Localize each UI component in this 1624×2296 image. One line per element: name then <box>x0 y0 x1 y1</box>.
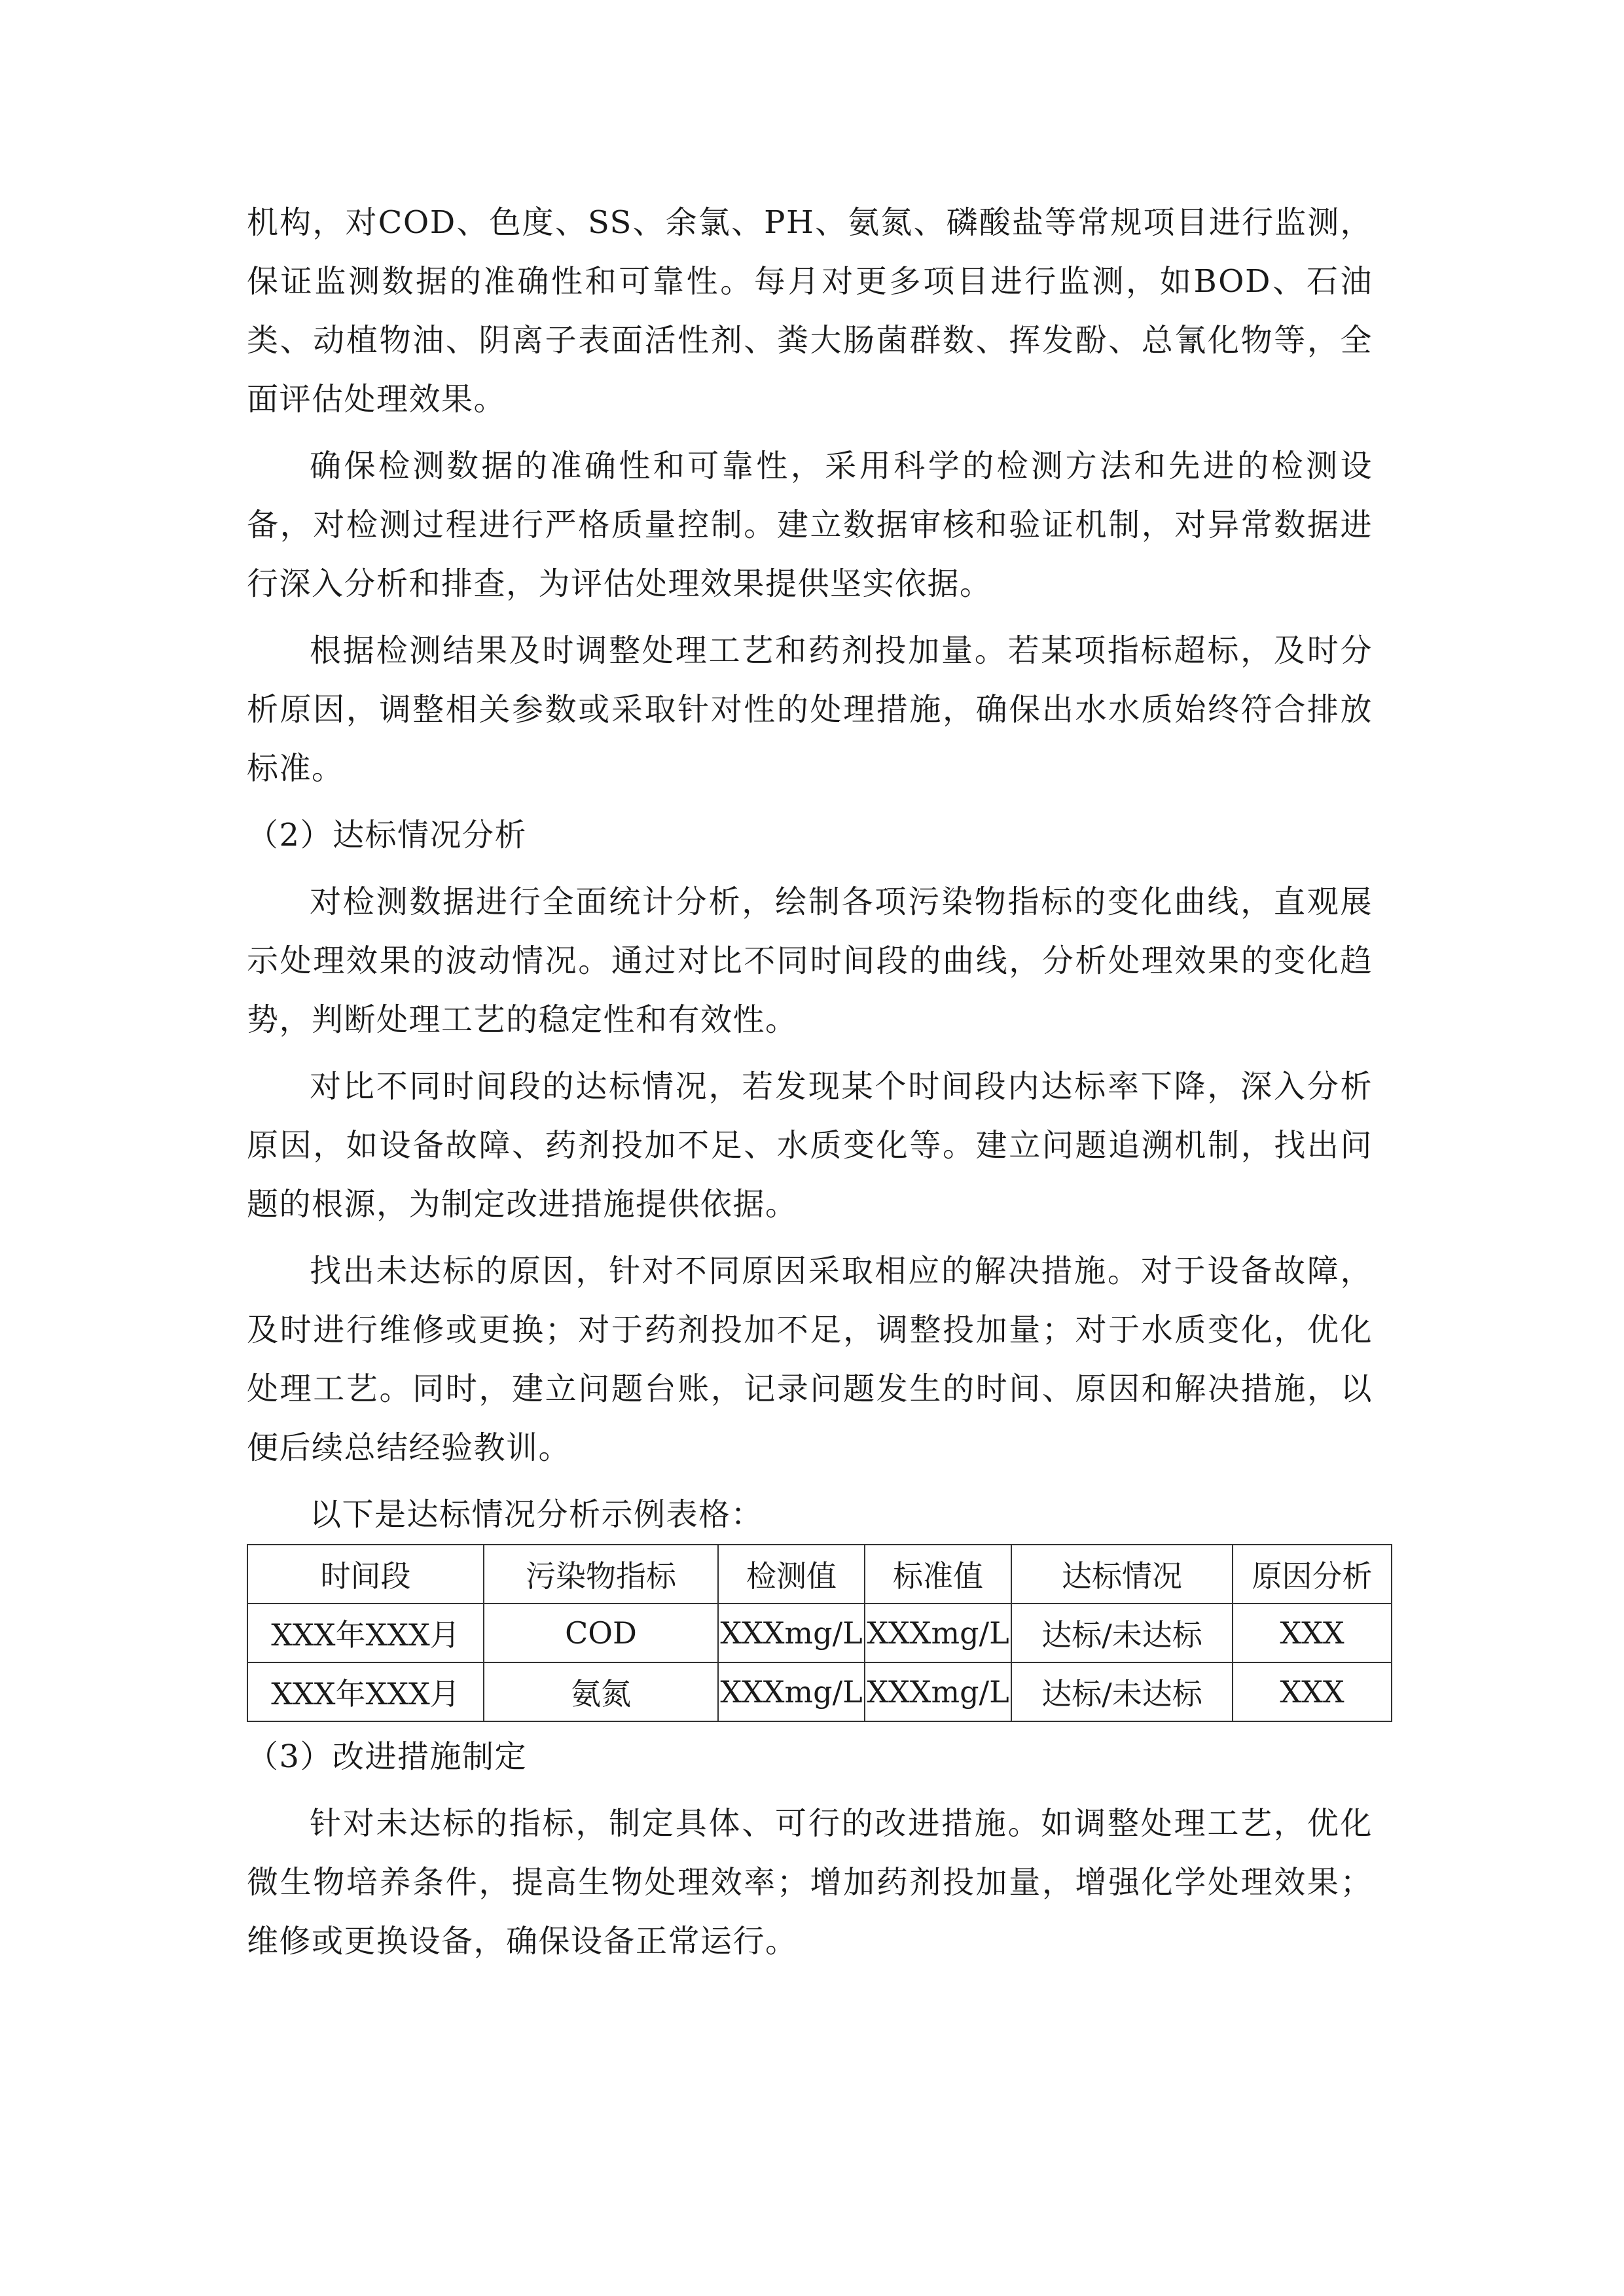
cell-measured: XXXmg/L <box>718 1604 865 1662</box>
header-measured-value: 检测值 <box>718 1545 865 1604</box>
section-2-heading: （2）达标情况分析 <box>247 817 528 853</box>
paragraph-data-accuracy: 确保检测数据的准确性和可靠性，采用科学的检测方法和先进的检测设备，对检测过程进行严格质量控制。建立数据审核和验证机制，对异常数据进行深入分析和排查，为评估处理效果提供坚实依据。 <box>247 448 1373 602</box>
header-cause-analysis: 原因分析 <box>1233 1545 1392 1604</box>
cell-cause: XXX <box>1233 1604 1392 1662</box>
paragraph-find-causes: 找出未达标的原因，针对不同原因采取相应的解决措施。对于设备故障，及时进行维修或更换；对于药剂投加不足，调整投加量；对于水质变化，优化处理工艺。同时，建立问题台账，记录问题发生的时间、原因和解决措施，以便后续总结经验教训。 <box>247 1253 1373 1466</box>
header-pollutant-indicator: 污染物指标 <box>484 1545 718 1604</box>
compliance-analysis-table <box>247 1544 1392 1722</box>
cell-standard: XXXmg/L <box>865 1662 1011 1721</box>
table-row <box>247 1604 1392 1662</box>
paragraph-statistical-analysis: 对检测数据进行全面统计分析，绘制各项污染物指标的变化曲线，直观展示处理效果的波动情况。通过对比不同时间段的曲线，分析处理效果的变化趋势，判断处理工艺的稳定性和有效性。 <box>247 884 1373 1038</box>
header-standard-value: 标准值 <box>865 1545 1011 1604</box>
cell-time-period: XXX年XXX月 <box>247 1604 484 1662</box>
cell-pollutant: COD <box>484 1604 718 1662</box>
cell-status: 达标/未达标 <box>1011 1662 1233 1721</box>
header-time-period: 时间段 <box>247 1545 484 1604</box>
header-compliance-status: 达标情况 <box>1011 1545 1233 1604</box>
document-page <box>247 193 1373 1979</box>
paragraph-improvement-measures: 针对未达标的指标，制定具体、可行的改进措施。如调整处理工艺，优化微生物培养条件，提高生物处理效率；增加药剂投加量，增强化学处理效果；维修或更换设备，确保设备正常运行。 <box>247 1805 1373 1960</box>
section-3-heading: （3）改进措施制定 <box>247 1738 528 1775</box>
paragraph-monitoring-items: 机构，对COD、色度、SS、余氯、PH、氨氮、磷酸盐等常规项目进行监测，保证监测数据的准确性和可靠性。每月对更多项目进行监测，如BOD、石油类、动植物油、阴离子表面活性剂、粪大肠菌群数、挥发酚、总氰化物等，全面评估处理效果。 <box>247 204 1373 418</box>
cell-standard: XXXmg/L <box>865 1604 1011 1662</box>
cell-pollutant: 氨氮 <box>484 1662 718 1721</box>
table-header-row <box>247 1545 1392 1604</box>
table-row <box>247 1662 1392 1721</box>
table-caption: 以下是达标情况分析示例表格： <box>310 1496 764 1533</box>
cell-time-period: XXX年XXX月 <box>247 1662 484 1721</box>
paragraph-compare-periods: 对比不同时间段的达标情况，若发现某个时间段内达标率下降，深入分析原因，如设备故障、药剂投加不足、水质变化等。建立问题追溯机制，找出问题的根源，为制定改进措施提供依据。 <box>247 1068 1373 1223</box>
cell-status: 达标/未达标 <box>1011 1604 1233 1662</box>
cell-measured: XXXmg/L <box>718 1662 865 1721</box>
cell-cause: XXX <box>1233 1662 1392 1721</box>
paragraph-adjust-process: 根据检测结果及时调整处理工艺和药剂投加量。若某项指标超标，及时分析原因，调整相关参数或采取针对性的处理措施，确保出水水质始终符合排放标准。 <box>247 632 1373 787</box>
